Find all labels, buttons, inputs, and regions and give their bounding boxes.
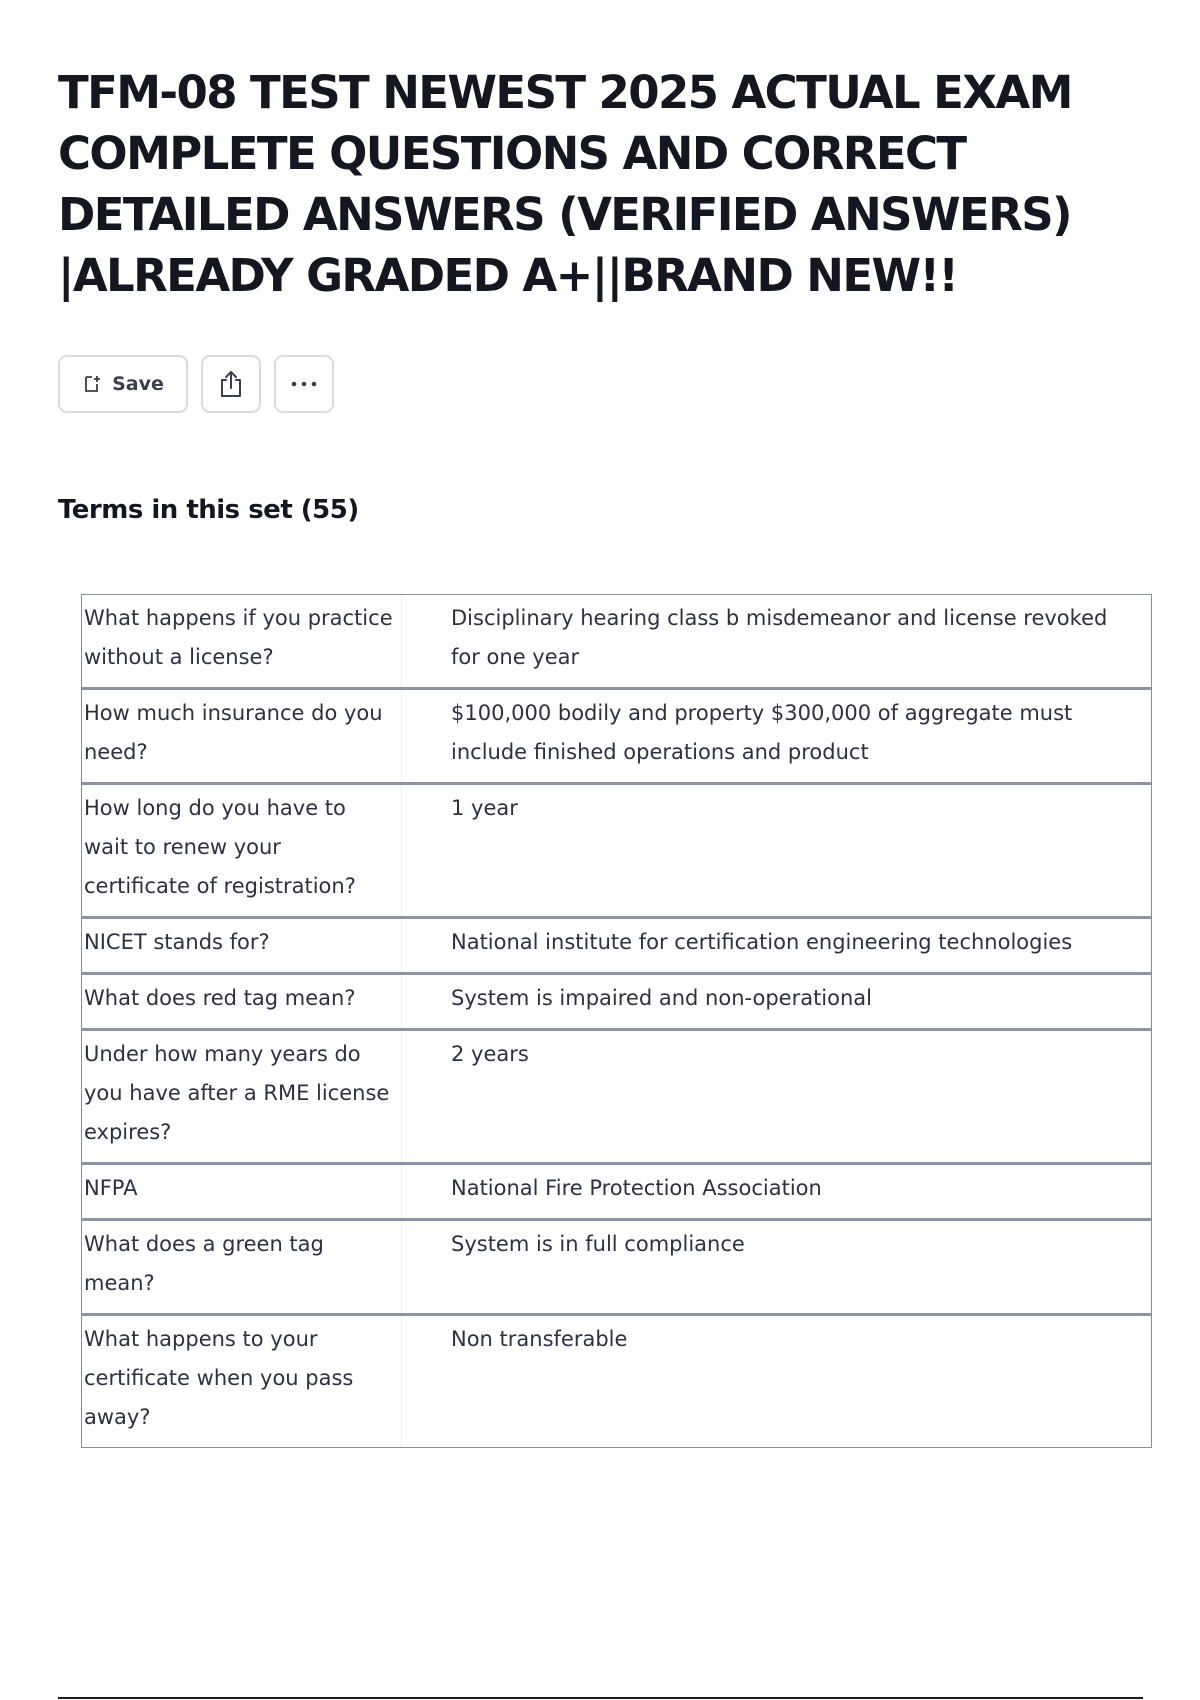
term-text: How long do you have to wait to renew your certificate of registration?	[82, 785, 402, 916]
action-toolbar	[58, 355, 334, 413]
more-options-button[interactable]	[274, 355, 334, 413]
bookmark-plus-icon	[82, 374, 102, 394]
terms-table	[81, 594, 1152, 1448]
term-row	[82, 687, 1151, 782]
definition-text: System is impaired and non-operational	[451, 986, 873, 1010]
page-title: TFM-08 TEST NEWEST 2025 ACTUAL EXAM COMPLETE QUESTIONS AND CORRECT DETAILED ANSWERS (VERIFIED ANSWERS) |ALREADY GRADED A+||BRAND NEW!!	[58, 66, 1072, 302]
definition-text: 2 years	[451, 1042, 529, 1066]
term-text: What happens to your certificate when you pass away?	[82, 1316, 402, 1447]
definition-text: Disciplinary hearing class b misdemeanor and license revoked for one year	[451, 606, 1108, 669]
term-text: What does red tag mean?	[82, 975, 402, 1028]
term-text: Under how many years do you have after a RME license expires?	[82, 1031, 402, 1162]
term-row	[82, 972, 1151, 1028]
definition-text: System is in full compliance	[451, 1232, 745, 1256]
save-button-label: Save	[112, 373, 164, 395]
term-text: What does a green tag mean?	[82, 1221, 402, 1313]
terms-heading: Terms in this set (55)	[58, 495, 359, 525]
term-row	[82, 595, 1151, 687]
term-row	[82, 1218, 1151, 1313]
term-row	[82, 1313, 1151, 1447]
term-text: NICET stands for?	[82, 919, 402, 972]
term-text: What happens if you practice without a license?	[82, 595, 402, 687]
share-button[interactable]	[201, 355, 261, 413]
share-icon	[217, 369, 245, 399]
term-row	[82, 916, 1151, 972]
footer-divider	[58, 1697, 1143, 1699]
definition-text: National Fire Protection Association	[451, 1176, 822, 1200]
definition-text: National institute for certification engineering technologies	[451, 930, 1073, 954]
save-button[interactable]	[58, 355, 188, 413]
term-row	[82, 1028, 1151, 1162]
definition-text: 1 year	[451, 796, 518, 820]
term-row	[82, 782, 1151, 916]
definition-text: Non transferable	[451, 1327, 628, 1351]
term-text: How much insurance do you need?	[82, 690, 402, 782]
definition-text: $100,000 bodily and property $300,000 of aggregate must include finished operations and product	[451, 701, 1073, 764]
term-row	[82, 1162, 1151, 1218]
more-dots-icon	[290, 380, 318, 388]
term-text: NFPA	[82, 1165, 402, 1218]
